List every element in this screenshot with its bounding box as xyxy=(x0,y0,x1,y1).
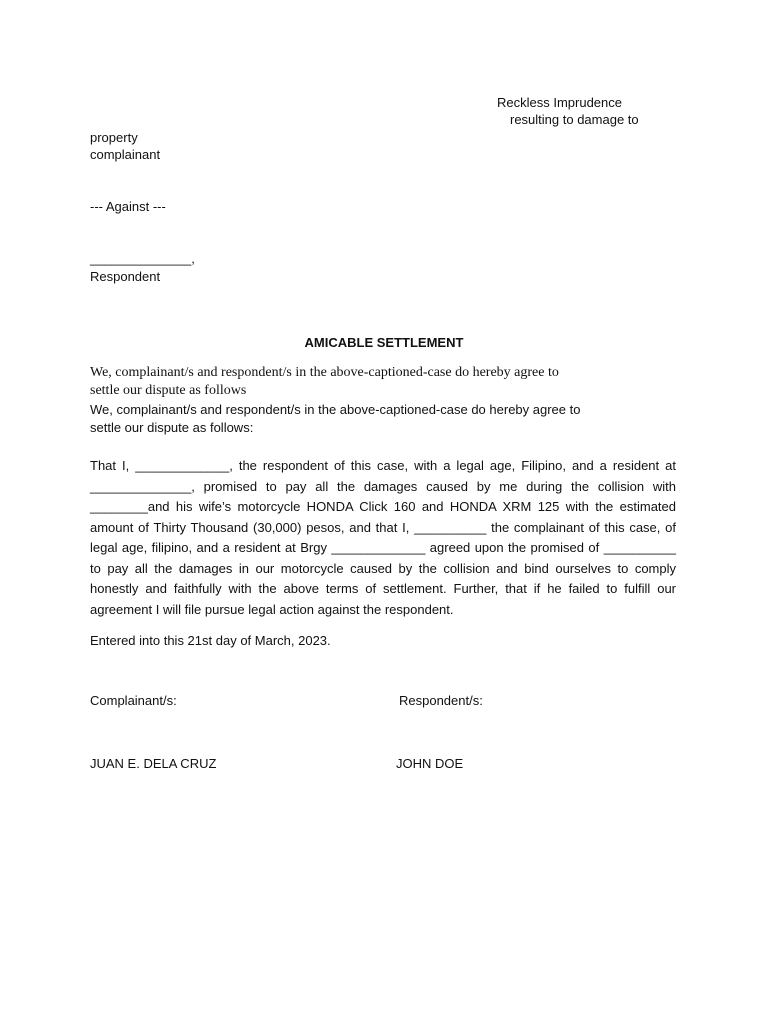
respondent-name: JOHN DOE xyxy=(396,756,464,771)
complainant-signatory-label: Complainant/s: xyxy=(90,693,177,708)
intro-sans-line-1: We, complainant/s and respondent/s in the above-captioned-case do hereby agree to xyxy=(90,402,581,417)
intro-serif-line-2: settle our dispute as follows xyxy=(90,383,247,398)
entered-date-line: Entered into this 21st day of March, 2023. xyxy=(90,633,331,648)
intro-sans-line-2: settle our dispute as follows: xyxy=(90,420,254,435)
respondent-caption-label: Respondent xyxy=(90,269,161,284)
complainant-caption-label: complainant xyxy=(90,147,161,162)
case-title-line-3: property xyxy=(90,130,138,145)
against-line: --- Against --- xyxy=(90,199,166,214)
respondent-blank: ______________, xyxy=(90,251,195,266)
complainant-name: JUAN E. DELA CRUZ xyxy=(90,756,217,771)
case-title-line-2: resulting to damage to xyxy=(510,112,639,127)
case-title-line-1: Reckless Imprudence xyxy=(497,95,622,110)
document-title: AMICABLE SETTLEMENT xyxy=(304,335,464,350)
intro-serif-line-1: We, complainant/s and respondent/s in the above-captioned-case do hereby agree to xyxy=(90,365,559,380)
settlement-body-paragraph: That I, _____________, the respondent of this case, with a legal age, Filipino, and a resident at ______________, promised to pay all the damages caused by me during the collision with ________and his wife’s motorcycle HONDA Click 160 and HONDA XRM 125 with the estimated amount of Thirty Thousand (30,000) pesos, and that I, __________ the complainant of this case, of legal age, filipino, and a resident at Brgy _____________ agreed upon the promised of __________ to pay all the damages in our motorcycle caused by the collision and bind ourselves to comply honestly and faithfully with the above terms of settlement. Further, that if he failed to fulfill our agreement I will file pursue legal action against the respondent. xyxy=(90,458,676,617)
respondent-signatory-label: Respondent/s: xyxy=(399,693,483,708)
